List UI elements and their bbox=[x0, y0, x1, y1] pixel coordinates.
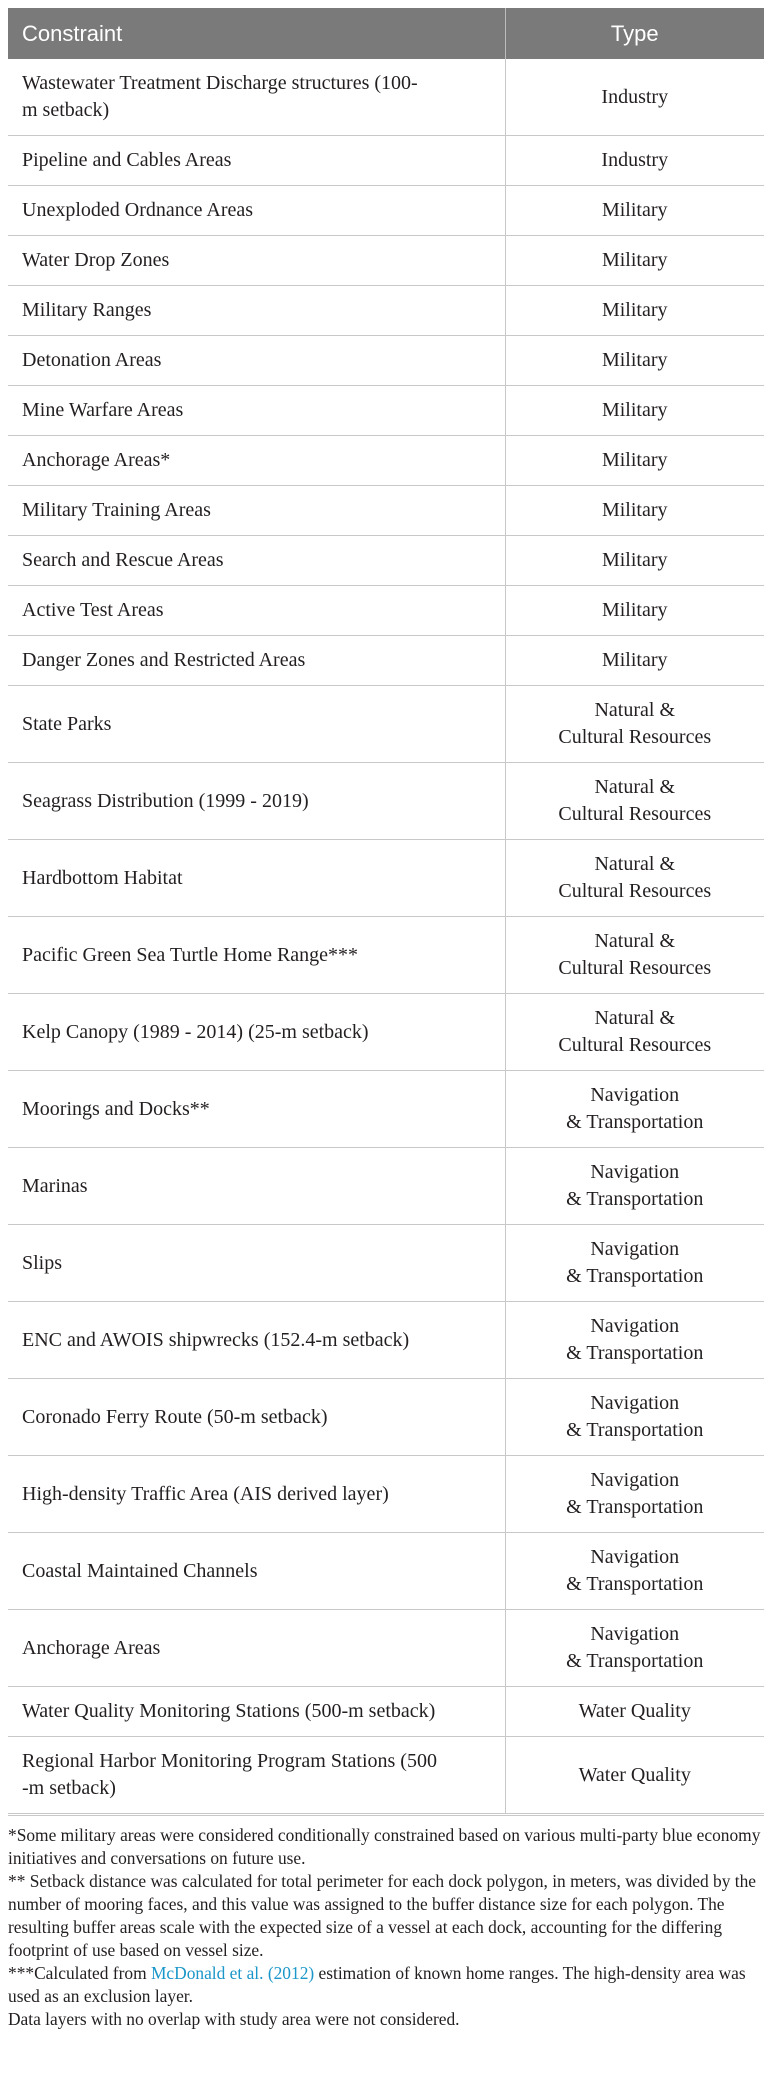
table-row bbox=[8, 1148, 764, 1225]
table-header-row bbox=[8, 8, 764, 59]
table-row bbox=[8, 536, 764, 586]
table-row bbox=[8, 586, 764, 636]
constraint-cell: Military Training Areas bbox=[8, 486, 505, 536]
type-cell: Navigation & Transportation bbox=[505, 1379, 764, 1456]
table-row bbox=[8, 840, 764, 917]
footnote-docks: ** Setback distance was calculated for total perimeter for each dock polygon, in meters, was divided by the number of mooring faces, and this value was assigned to the buffer distance size for each polygon. The resulting buffer areas scale with the expected size of a vessel at each dock, accounting for the differing footprint of use based on vessel size. bbox=[8, 1871, 757, 1960]
type-cell: Military bbox=[505, 586, 764, 636]
constraint-cell: Unexploded Ordnance Areas bbox=[8, 186, 505, 236]
constraint-cell: Anchorage Areas* bbox=[8, 436, 505, 486]
table-row bbox=[8, 286, 764, 336]
table-row bbox=[8, 1302, 764, 1379]
type-cell: Water Quality bbox=[505, 1687, 764, 1737]
constraint-cell: ENC and AWOIS shipwrecks (152.4-m setback) bbox=[8, 1302, 505, 1379]
table-row bbox=[8, 917, 764, 994]
type-cell: Military bbox=[505, 236, 764, 286]
constraint-cell: Moorings and Docks** bbox=[8, 1071, 505, 1148]
type-cell: Navigation & Transportation bbox=[505, 1071, 764, 1148]
table-row bbox=[8, 59, 764, 136]
type-cell: Military bbox=[505, 286, 764, 336]
footnote-turtle-prefix: ***Calculated from bbox=[8, 1963, 151, 1983]
type-cell: Military bbox=[505, 386, 764, 436]
type-cell: Water Quality bbox=[505, 1737, 764, 1814]
table-row bbox=[8, 1687, 764, 1737]
constraint-cell: High-density Traffic Area (AIS derived layer) bbox=[8, 1456, 505, 1533]
constraint-cell: Mine Warfare Areas bbox=[8, 386, 505, 436]
type-cell: Navigation & Transportation bbox=[505, 1148, 764, 1225]
footnotes bbox=[8, 1815, 764, 2031]
constraint-cell: State Parks bbox=[8, 686, 505, 763]
type-cell: Natural & Cultural Resources bbox=[505, 763, 764, 840]
type-cell: Navigation & Transportation bbox=[505, 1610, 764, 1687]
constraint-cell: Water Quality Monitoring Stations (500-m setback) bbox=[8, 1687, 505, 1737]
table-row bbox=[8, 1610, 764, 1687]
constraint-cell: Hardbottom Habitat bbox=[8, 840, 505, 917]
type-cell: Industry bbox=[505, 136, 764, 186]
table-row bbox=[8, 686, 764, 763]
table-row bbox=[8, 1225, 764, 1302]
table-row bbox=[8, 1737, 764, 1814]
table-row bbox=[8, 1533, 764, 1610]
table-container bbox=[8, 8, 764, 1814]
constraint-cell: Search and Rescue Areas bbox=[8, 536, 505, 586]
type-cell: Navigation & Transportation bbox=[505, 1456, 764, 1533]
constraint-cell: Slips bbox=[8, 1225, 505, 1302]
table-row bbox=[8, 186, 764, 236]
table-row bbox=[8, 1071, 764, 1148]
column-header-type: Type bbox=[505, 8, 764, 59]
constraint-cell: Danger Zones and Restricted Areas bbox=[8, 636, 505, 686]
table-row bbox=[8, 1379, 764, 1456]
constraint-cell: Anchorage Areas bbox=[8, 1610, 505, 1687]
type-cell: Military bbox=[505, 536, 764, 586]
table-row bbox=[8, 236, 764, 286]
type-cell: Military bbox=[505, 436, 764, 486]
type-cell: Natural & Cultural Resources bbox=[505, 686, 764, 763]
constraint-cell: Pacific Green Sea Turtle Home Range*** bbox=[8, 917, 505, 994]
footnote-turtle bbox=[8, 1962, 764, 2008]
footnote-turtle-suffix: estimation of known home ranges. The high-density area was used as an exclusion layer. bbox=[8, 1963, 746, 2006]
table-body bbox=[8, 59, 764, 1814]
citation-link[interactable]: McDonald et al. (2012) bbox=[150, 1963, 315, 1983]
table-row bbox=[8, 636, 764, 686]
table-row bbox=[8, 1456, 764, 1533]
constraint-cell: Detonation Areas bbox=[8, 336, 505, 386]
type-cell: Navigation & Transportation bbox=[505, 1225, 764, 1302]
constraint-cell: Kelp Canopy (1989 - 2014) (25-m setback) bbox=[8, 994, 505, 1071]
column-header-constraint: Constraint bbox=[8, 8, 505, 59]
type-cell: Military bbox=[505, 336, 764, 386]
type-cell: Military bbox=[505, 186, 764, 236]
constraint-cell: Coronado Ferry Route (50-m setback) bbox=[8, 1379, 505, 1456]
table-row bbox=[8, 436, 764, 486]
type-cell: Natural & Cultural Resources bbox=[505, 840, 764, 917]
constraint-cell: Pipeline and Cables Areas bbox=[8, 136, 505, 186]
table-row bbox=[8, 994, 764, 1071]
type-cell: Industry bbox=[505, 59, 764, 136]
constraint-cell: Wastewater Treatment Discharge structures (100- m setback) bbox=[8, 59, 505, 136]
constraint-cell: Coastal Maintained Channels bbox=[8, 1533, 505, 1610]
table-row bbox=[8, 763, 764, 840]
type-cell: Military bbox=[505, 636, 764, 686]
type-cell: Navigation & Transportation bbox=[505, 1302, 764, 1379]
constraint-cell: Regional Harbor Monitoring Program Stations (500 -m setback) bbox=[8, 1737, 505, 1814]
constraint-cell: Active Test Areas bbox=[8, 586, 505, 636]
footnote-data-layers: Data layers with no overlap with study area were not considered. bbox=[8, 2009, 460, 2029]
type-cell: Natural & Cultural Resources bbox=[505, 994, 764, 1071]
type-cell: Natural & Cultural Resources bbox=[505, 917, 764, 994]
table-row bbox=[8, 386, 764, 436]
type-cell: Military bbox=[505, 486, 764, 536]
constraint-cell: Seagrass Distribution (1999 - 2019) bbox=[8, 763, 505, 840]
table-row bbox=[8, 136, 764, 186]
constraint-cell: Water Drop Zones bbox=[8, 236, 505, 286]
table-row bbox=[8, 336, 764, 386]
constraints-table bbox=[8, 8, 764, 1814]
type-cell: Navigation & Transportation bbox=[505, 1533, 764, 1610]
footnote-military: *Some military areas were considered conditionally constrained based on various multi-party blue economy initiatives and conversations on future use. bbox=[8, 1825, 761, 1868]
constraint-cell: Military Ranges bbox=[8, 286, 505, 336]
table-row bbox=[8, 486, 764, 536]
constraint-cell: Marinas bbox=[8, 1148, 505, 1225]
